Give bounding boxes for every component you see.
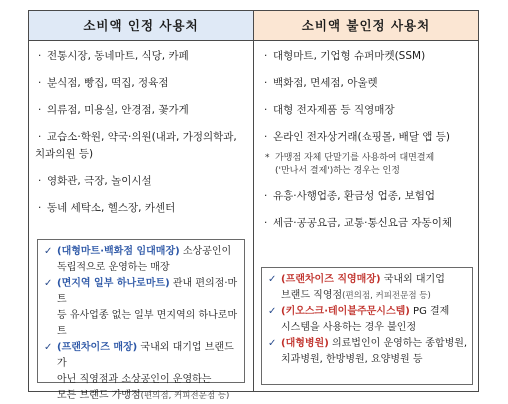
box-line: ✓ (프랜차이즈 매장) 국내외 대기업 브랜드가 (44, 342, 234, 369)
box-line: ✓ (대형병원) 의료법인이 운영하는 종합병원, (268, 338, 468, 349)
box-line: 시스템을 사용하는 경우 불인정 (281, 322, 417, 333)
not-recognized-list (261, 45, 473, 232)
note: * 가맹점 자체 단말기를 사용하여 대면결제 (265, 153, 435, 163)
recognized-exceptions-box (37, 239, 245, 401)
box-line: 아닌 직영점과 소상공인이 운영하는 (57, 374, 212, 385)
header-not-recognized: 소비액 불인정 사용처 (254, 11, 478, 41)
column-divider (253, 11, 254, 391)
list-item: · 대형 전자제품 등 직영매장 (264, 104, 395, 116)
box-line: 모든 브랜드 가맹점(편의점, 커피전문점 등) (57, 390, 230, 401)
box-line: ✓ (키오스크·테이블주문시스템) PG 결제 (268, 306, 450, 317)
box-line: 독립적으로 운영하는 매장 (57, 262, 170, 273)
box-line: 브랜드 직영점(편의점, 커피전문점 등) (281, 290, 431, 301)
note-continued: ('만나서 결제')하는 경우는 인정 (275, 166, 400, 176)
list-item-continued: 치과의원 등) (35, 148, 94, 160)
header-recognized: 소비액 인정 사용처 (29, 11, 253, 41)
box-line: 등 유사업종 없는 일부 면지역의 하나로마트 (57, 310, 238, 337)
comparison-table (28, 10, 479, 401)
box-line: ✓ (대형마트·백화점 임대매장) 소상공인이 (44, 246, 232, 257)
list-item: · 백화점, 면세점, 아울렛 (264, 77, 378, 89)
list-item: · 대형마트, 기업형 슈퍼마켓(SSM) (264, 50, 426, 62)
list-item: · 동네 세탁소, 헬스장, 카센터 (38, 202, 176, 214)
box-line: 치과병원, 한방병원, 요양병원 등 (281, 354, 423, 365)
box-line: ✓ (면지역 일부 하나로마트) 관내 편의점·마트 (44, 278, 238, 305)
list-item: · 분식점, 빵집, 떡집, 정육점 (38, 77, 169, 89)
recognized-list (35, 45, 247, 217)
list-item: · 교습소·학원, 약국·의원(내과, 가정의학과, (38, 131, 237, 143)
list-item: · 전통시장, 동네마트, 식당, 카페 (38, 50, 189, 62)
list-item: · 의류점, 미용실, 안경점, 꽃가게 (38, 104, 189, 116)
list-item: · 세금·공공요금, 교통·통신요금 자동이체 (264, 217, 452, 229)
list-item: · 유흥·사행업종, 환금성 업종, 보험업 (264, 190, 436, 202)
not-recognized-exceptions-box (261, 267, 473, 385)
box-line: ✓ (프랜차이즈 직영매장) 국내외 대기업 (268, 274, 445, 285)
list-item: · 온라인 전자상거래(쇼핑몰, 배달 앱 등) (264, 131, 451, 143)
list-item: · 영화관, 극장, 놀이시설 (38, 175, 152, 187)
